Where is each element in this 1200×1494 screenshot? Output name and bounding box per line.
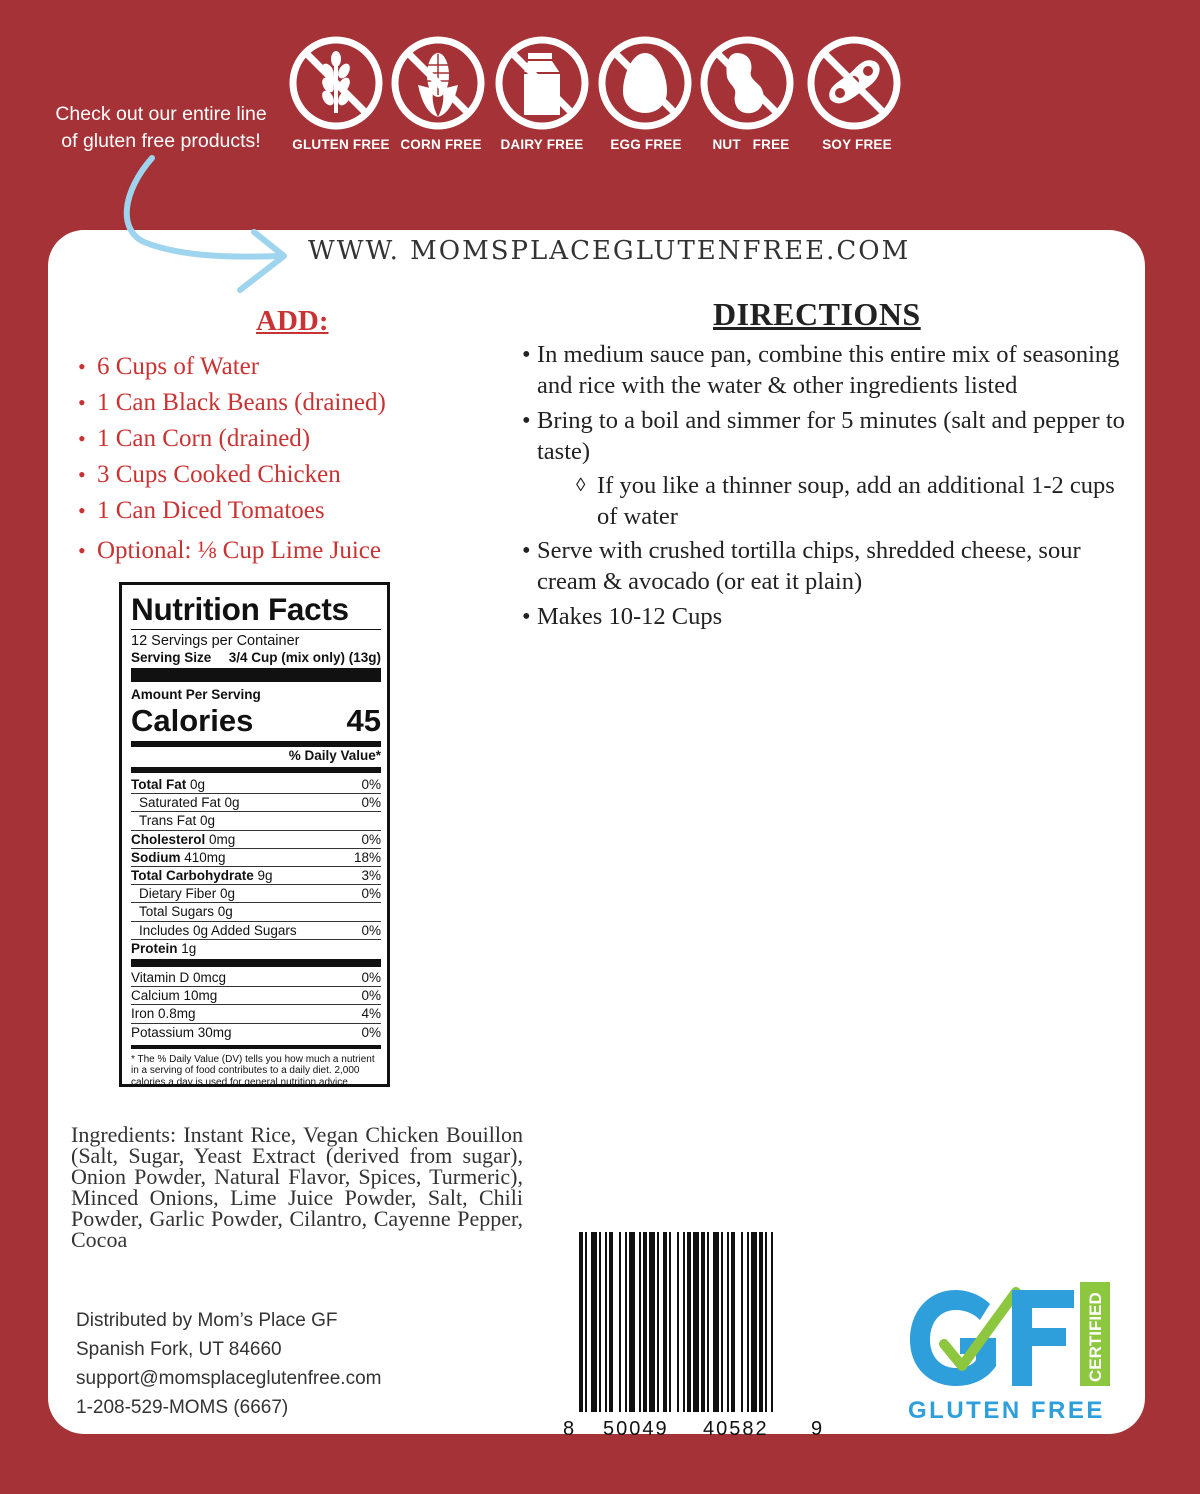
barcode-bar xyxy=(687,1232,691,1412)
nutrient-row: Protein 1g xyxy=(131,939,381,957)
calories-value: 45 xyxy=(346,703,381,738)
gf-certified-text: CERTIFIED xyxy=(1086,1292,1105,1382)
barcode-digit-end: 9 xyxy=(811,1418,823,1437)
nutrient-row: Trans Fat 0g xyxy=(131,811,381,829)
add-list xyxy=(78,349,386,569)
barcode-bar xyxy=(579,1232,583,1412)
directions-title: DIRECTIONS xyxy=(713,296,921,332)
soybean-icon xyxy=(806,35,902,131)
gf-certified-logo xyxy=(904,1282,1122,1420)
barcode-bar xyxy=(731,1232,735,1412)
barcode-bar xyxy=(683,1232,685,1412)
barcode-bar xyxy=(643,1232,647,1412)
vitamin-row: Iron 0.8mg 4% xyxy=(131,1006,381,1022)
barcode-digit-start: 8 xyxy=(563,1418,575,1437)
list-item: • 6 Cups of Water xyxy=(78,353,260,380)
direction-step: • Bring to a boil and simmer for 5 minutes (salt and pepper to taste) xyxy=(522,407,1125,465)
direction-substep: ◊ If you like a thinner soup, add an additional 1-2 cups of water xyxy=(576,472,1115,530)
list-item: • 1 Can Diced Tomatoes xyxy=(78,497,325,524)
nutrition-footnote: * The % Daily Value (DV) tells you how much a nutrient in a serving of food contributes to a daily diet. 2,000 calories a day is used for general nutrition advice. xyxy=(131,1045,381,1089)
list-item: • Optional: ⅛ Cup Lime Juice xyxy=(78,537,381,564)
barcode-bar xyxy=(747,1232,749,1412)
nut-free-label: NUT FREE xyxy=(712,137,790,152)
barcode-bar xyxy=(591,1232,597,1412)
barcode xyxy=(563,1232,827,1437)
barcode-bar xyxy=(707,1232,709,1412)
barcode-bar xyxy=(677,1232,679,1412)
nutrient-row: Total Carbohydrate 9g 3% xyxy=(131,868,381,884)
promo-text xyxy=(30,101,292,155)
servings-per-container: 12 Servings per Container xyxy=(131,633,300,649)
nutrient-row: Dietary Fiber 0g 0% xyxy=(131,884,381,902)
calories-label: Calories xyxy=(131,703,254,738)
vitamin-row: Vitamin D 0mcg 0% xyxy=(131,970,381,986)
direction-step: • In medium sauce pan, combine this entire mix of seasoning and rice with the water & other ingredients listed xyxy=(522,341,1120,399)
barcode-bar xyxy=(741,1232,743,1412)
nutrient-row: Total Sugars 0g xyxy=(131,902,381,920)
gluten-free-label: GLUTEN FREE xyxy=(292,137,390,152)
barcode-digits-right: 40582 xyxy=(703,1418,769,1437)
barcode-digits-left: 50049 xyxy=(603,1418,669,1437)
barcode-bar xyxy=(771,1232,773,1412)
directions-list xyxy=(522,339,1132,636)
promo-line-2: of gluten free products! xyxy=(61,130,261,152)
nutrition-facts-panel xyxy=(119,582,390,1087)
peanut-icon xyxy=(699,35,795,131)
dairy-free-label: DAIRY FREE xyxy=(500,137,584,152)
barcode-bar xyxy=(649,1232,655,1412)
nutrition-title: Nutrition Facts xyxy=(131,591,349,627)
barcode-bar xyxy=(751,1232,757,1412)
barcode-bar xyxy=(605,1232,607,1412)
corn-icon xyxy=(390,35,486,131)
nutrient-row: Sodium 410mg 18% xyxy=(131,849,381,865)
serving-size-label: Serving Size xyxy=(131,650,212,665)
nutrient-row: Cholesterol 0mg 0% xyxy=(131,831,381,847)
barcode-bar xyxy=(619,1232,621,1412)
calories-row xyxy=(131,703,381,739)
barcode-bar xyxy=(639,1232,641,1412)
wheat-icon xyxy=(288,35,384,131)
nutrient-row: Saturated Fat 0g 0% xyxy=(131,793,381,811)
curved-arrow-icon xyxy=(118,150,298,295)
distributor-address: Spanish Fork, UT 84660 xyxy=(76,1339,282,1360)
barcode-bar xyxy=(585,1232,587,1412)
barcode-bar xyxy=(629,1232,635,1412)
egg-free-label: EGG FREE xyxy=(610,137,682,152)
list-item: • 3 Cups Cooked Chicken xyxy=(78,461,341,488)
list-item: • 1 Can Corn (drained) xyxy=(78,425,311,452)
daily-value-header: % Daily Value* xyxy=(288,748,381,763)
direction-step: • Serve with crushed tortilla chips, shredded cheese, sour cream & avocado (or eat it plain) xyxy=(522,537,1081,595)
distributor-line: Distributed by Mom’s Place GF xyxy=(76,1310,338,1331)
list-item: • 1 Can Black Beans (drained) xyxy=(78,389,386,416)
ingredients-text: Ingredients: Instant Rice, Vegan Chicken Bouillon (Salt, Sugar, Yeast Extract (derived from sugar), Onion Powder, Natural Flavor, Spices, Turmeric), Minced Onions, Lime Juice Powder, Salt, Chili Powder, Garlic Powder, Cilantro, Cayenne Pepper, Cocoa xyxy=(71,1122,523,1252)
barcode-bar xyxy=(713,1232,719,1412)
barcode-bar xyxy=(721,1232,723,1412)
vitamin-row: Calcium 10mg 0% xyxy=(131,988,381,1004)
barcode-bar xyxy=(599,1232,601,1412)
barcode-bar xyxy=(669,1232,671,1412)
amount-per-serving: Amount Per Serving xyxy=(131,687,261,702)
milk-carton-icon xyxy=(494,35,590,131)
egg-icon xyxy=(597,35,693,131)
barcode-bar xyxy=(765,1232,767,1412)
barcode-bar xyxy=(609,1232,613,1412)
direction-step: • Makes 10-12 Cups xyxy=(522,603,723,630)
barcode-bar xyxy=(759,1232,763,1412)
barcode-bar xyxy=(727,1232,729,1412)
barcode-bar xyxy=(693,1232,699,1412)
promo-line-1: Check out our entire line xyxy=(55,103,267,125)
barcode-bar xyxy=(663,1232,667,1412)
nutrient-row: Total Fat 0g 0% xyxy=(131,777,381,792)
barcode-bar xyxy=(701,1232,705,1412)
serving-size xyxy=(131,649,381,666)
nutrient-row: Includes 0g Added Sugars 0% xyxy=(131,921,381,939)
support-email[interactable]: support@momsplaceglutenfree.com xyxy=(76,1368,382,1389)
barcode-bar xyxy=(625,1232,627,1412)
barcode-bar xyxy=(657,1232,659,1412)
serving-size-value: 3/4 Cup (mix only) (13g) xyxy=(228,650,381,665)
add-title: ADD: xyxy=(256,305,329,337)
distributor-info xyxy=(76,1306,381,1422)
support-phone: 1-208-529-MOMS (6667) xyxy=(76,1397,289,1418)
vitamin-row: Potassium 30mg 0% xyxy=(131,1024,381,1040)
gf-gluten-free-text: GLUTEN FREE xyxy=(908,1397,1105,1420)
corn-free-label: CORN FREE xyxy=(400,137,482,152)
website-url[interactable]: WWW. MOMSPLACEGLUTENFREE.COM xyxy=(308,236,911,266)
soy-free-label: SOY FREE xyxy=(822,137,892,152)
